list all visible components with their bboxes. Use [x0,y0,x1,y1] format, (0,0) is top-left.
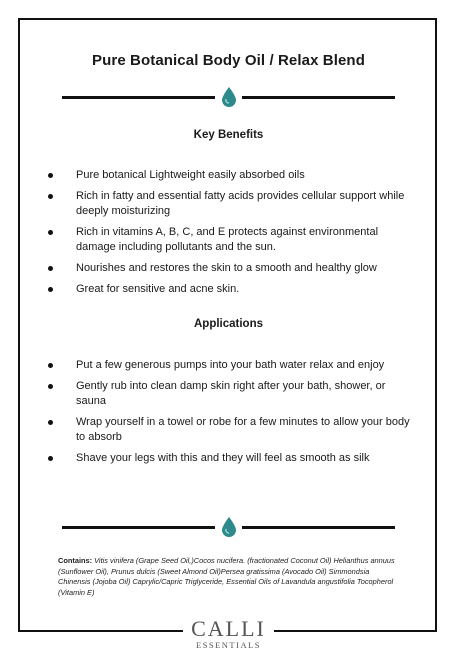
list-item: Rich in fatty and essential fatty acids provides cellular support while deeply moisturizing [46,189,416,219]
applications-list [46,358,416,472]
bullet-icon [48,287,53,292]
applications-heading: Applications [193,318,263,330]
key-benefits-list [46,168,416,303]
list-item: Put a few generous pumps into your bath water relax and enjoy [46,358,416,373]
list-item: Nourishes and restores the skin to a smooth and healthy glow [46,261,416,276]
list-item: Great for sensitive and acne skin. [46,282,416,297]
list-item: Pure botanical Lightweight easily absorbed oils [46,168,416,183]
top-divider [62,86,395,108]
page-title: Pure Botanical Body Oil / Relax Blend [92,52,365,69]
bullet-icon [48,194,53,199]
list-item: Wrap yourself in a towel or robe for a few minutes to allow your body to absorb [46,415,416,445]
list-item: Gently rub into clean damp skin right after your bath, shower, or sauna [46,379,416,409]
logo-subtitle: ESSENTIALS [195,640,262,650]
bullet-icon [48,230,53,235]
bullet-icon [48,420,53,425]
divider-line-right [242,526,395,529]
divider-line-left [62,526,215,529]
logo-band [183,618,274,650]
droplet-icon [220,516,238,538]
droplet-icon [220,86,238,108]
list-item: Rich in vitamins A, B, C, and E protects against environmental damage including pollutants and the sun. [46,225,416,255]
bottom-divider [62,516,395,538]
bullet-icon [48,363,53,368]
bullet-icon [48,384,53,389]
bullet-icon [48,266,53,271]
divider-line-left [62,96,215,99]
brand-logo [0,618,457,653]
ingredients-list: Vitis vinifera (Grape Seed Oil,)Cocos nucifera. (fractionated Coconut Oil) Helianthus annuus (Sunflower Oil), Prunus dulcis (Sweet Almond Oil)Persea gratissima (Avocado Oil) Simmondsia Chinensis (Jojoba Oil) Caprylic/Capric Triglyceride, Essential Oils of Lavandula angustifolia Tocopherol (Vitamin E) [58,556,395,597]
bullet-icon [48,173,53,178]
bullet-icon [48,456,53,461]
list-item: Shave your legs with this and they will feel as smooth as silk [46,451,416,466]
logo-brand-name: CALLI [191,616,266,641]
ingredients-label: Contains: [58,556,93,565]
ingredients-text [58,556,398,598]
key-benefits-heading: Key Benefits [193,129,264,141]
divider-line-right [242,96,395,99]
